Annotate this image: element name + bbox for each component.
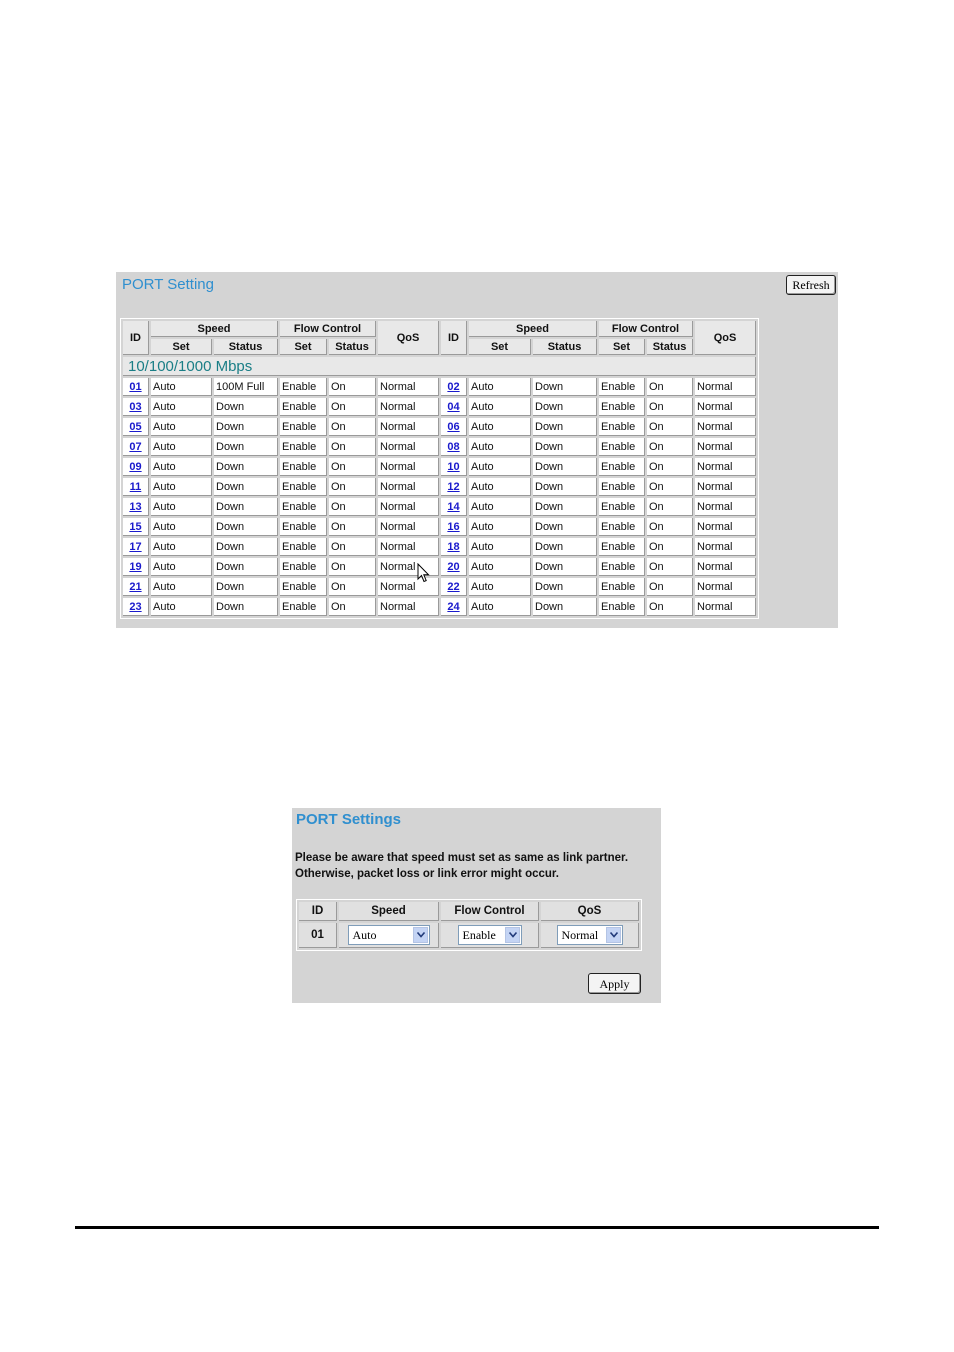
qos-cell: Normal: [695, 518, 756, 536]
port-link-16[interactable]: 16: [447, 520, 460, 533]
note-line-2: Otherwise, packet loss or link error might occur.: [295, 868, 559, 880]
flow-status-cell: On: [647, 498, 693, 516]
port-id-cell: [441, 558, 467, 576]
flow-status-cell: On: [329, 398, 376, 416]
speed-set-cell: Auto: [151, 538, 212, 556]
flow-status-cell: On: [647, 518, 693, 536]
port-id-cell: [123, 418, 149, 436]
port-row: [123, 498, 756, 516]
edit-header-row: [299, 902, 639, 921]
col-header-speed-set: Set: [151, 339, 212, 355]
section-label: 10/100/1000 Mbps: [123, 357, 756, 376]
flow-status-cell: On: [329, 478, 376, 496]
flow-set-cell: Enable: [280, 458, 327, 476]
port-row: [123, 518, 756, 536]
port-link-02[interactable]: 02: [447, 380, 460, 393]
speed-status-cell: Down: [533, 538, 597, 556]
speed-set-cell: Auto: [469, 478, 531, 496]
port-row: [123, 418, 756, 436]
speed-status-cell: Down: [533, 478, 597, 496]
port-edit-table: [296, 899, 642, 951]
header-row-sub: [123, 339, 756, 355]
apply-button[interactable]: Apply: [588, 973, 641, 994]
speed-status-cell: Down: [214, 498, 278, 516]
flow-status-cell: On: [329, 578, 376, 596]
speed-set-cell: Auto: [469, 598, 531, 616]
qos-cell: Normal: [695, 558, 756, 576]
port-id-cell: [123, 438, 149, 456]
flow-status-cell: On: [647, 558, 693, 576]
qos-cell: Normal: [695, 598, 756, 616]
port-link-04[interactable]: 04: [447, 400, 460, 413]
port-id-cell: [441, 398, 467, 416]
port-id-cell: [441, 498, 467, 516]
flow-status-cell: On: [647, 578, 693, 596]
flow-set-cell: Enable: [599, 418, 645, 436]
speed-status-cell: Down: [533, 378, 597, 396]
port-link-18[interactable]: 18: [447, 540, 460, 553]
port-link-15[interactable]: 15: [129, 520, 142, 533]
speed-status-cell: Down: [214, 398, 278, 416]
qos-cell: Normal: [695, 478, 756, 496]
col-header-qos: QoS: [378, 321, 439, 355]
speed-status-cell: 100M Full: [214, 378, 278, 396]
port-id-cell: [123, 518, 149, 536]
flow-set-cell: Enable: [280, 538, 327, 556]
speed-status-cell: Down: [533, 518, 597, 536]
flow-set-cell: Enable: [280, 478, 327, 496]
speed-set-cell: Auto: [151, 558, 212, 576]
port-row: [123, 598, 756, 616]
flow-status-cell: On: [329, 458, 376, 476]
port-id-cell: [441, 378, 467, 396]
col-header-flow-set: Set: [599, 339, 645, 355]
speed-set-cell: Auto: [469, 498, 531, 516]
qos-cell: Normal: [378, 438, 439, 456]
mouse-cursor-icon: [417, 563, 430, 583]
speed-set-cell: Auto: [151, 378, 212, 396]
speed-set-cell: Auto: [151, 518, 212, 536]
header-row-top: [123, 321, 756, 337]
port-setting-title: PORT Setting: [122, 276, 214, 293]
edit-header-speed: Speed: [339, 902, 439, 921]
port-row: [123, 478, 756, 496]
port-id-cell: [123, 498, 149, 516]
port-id-cell: [123, 538, 149, 556]
port-link-10[interactable]: 10: [447, 460, 460, 473]
flow-status-cell: On: [647, 438, 693, 456]
speed-status-cell: Down: [214, 458, 278, 476]
flow-status-cell: On: [647, 458, 693, 476]
flow-control-cell: [441, 923, 539, 948]
flow-set-cell: Enable: [599, 458, 645, 476]
flow-set-cell: Enable: [599, 478, 645, 496]
flow-status-cell: On: [329, 438, 376, 456]
port-id-cell: [123, 458, 149, 476]
speed-set-cell: Auto: [151, 398, 212, 416]
speed-set-cell: Auto: [151, 458, 212, 476]
flow-status-cell: On: [329, 378, 376, 396]
qos-cell: Normal: [695, 498, 756, 516]
chevron-down-icon[interactable]: [606, 927, 621, 943]
flow-set-cell: Enable: [280, 398, 327, 416]
port-row: [123, 398, 756, 416]
speed-status-cell: Down: [533, 498, 597, 516]
port-id-cell: [441, 418, 467, 436]
flow-set-cell: Enable: [599, 558, 645, 576]
port-id-cell: [123, 478, 149, 496]
edit-port-id: 01: [299, 923, 337, 948]
speed-set-cell: Auto: [469, 398, 531, 416]
speed-select-value: Auto: [352, 928, 377, 942]
speed-cell: [339, 923, 439, 948]
edit-header-flow-control: Flow Control: [441, 902, 539, 921]
qos-cell: Normal: [378, 478, 439, 496]
speed-set-cell: Auto: [151, 578, 212, 596]
flow-set-cell: Enable: [599, 518, 645, 536]
flow-set-cell: Enable: [599, 378, 645, 396]
port-settings-panel: [292, 808, 661, 1003]
speed-status-cell: Down: [214, 578, 278, 596]
flow-set-cell: Enable: [280, 558, 327, 576]
speed-status-cell: Down: [214, 418, 278, 436]
speed-set-cell: Auto: [151, 418, 212, 436]
speed-set-cell: Auto: [151, 438, 212, 456]
port-link-09[interactable]: 09: [129, 460, 142, 473]
speed-set-cell: Auto: [469, 538, 531, 556]
edit-value-row: [299, 923, 639, 948]
qos-cell: Normal: [378, 498, 439, 516]
port-id-cell: [441, 518, 467, 536]
flow-set-cell: Enable: [599, 538, 645, 556]
speed-set-cell: Auto: [151, 498, 212, 516]
port-link-11[interactable]: 11: [129, 480, 142, 493]
speed-select[interactable]: [348, 925, 430, 945]
flow-set-cell: Enable: [280, 578, 327, 596]
speed-status-cell: Down: [533, 418, 597, 436]
col-header-flow-control: Flow Control: [280, 321, 376, 337]
flow-status-cell: On: [647, 538, 693, 556]
port-id-cell: [123, 378, 149, 396]
port-id-cell: [441, 458, 467, 476]
flow-status-cell: On: [329, 598, 376, 616]
speed-set-cell: Auto: [151, 598, 212, 616]
port-id-cell: [123, 598, 149, 616]
qos-cell: Normal: [378, 418, 439, 436]
page-footer-rule: [75, 1226, 879, 1229]
speed-set-cell: Auto: [469, 458, 531, 476]
port-link-07[interactable]: 07: [129, 440, 142, 453]
port-id-cell: [441, 538, 467, 556]
flow-status-cell: On: [329, 538, 376, 556]
port-row: [123, 438, 756, 456]
flow-set-cell: Enable: [280, 438, 327, 456]
flow-status-cell: On: [647, 398, 693, 416]
port-link-21[interactable]: 21: [129, 580, 142, 593]
qos-cell: [541, 923, 639, 948]
port-link-24[interactable]: 24: [447, 600, 460, 613]
speed-status-cell: Down: [214, 558, 278, 576]
col-header-qos: QoS: [695, 321, 756, 355]
port-link-13[interactable]: 13: [129, 500, 142, 513]
speed-status-cell: Down: [214, 438, 278, 456]
port-link-05[interactable]: 05: [129, 420, 142, 433]
flow-set-cell: Enable: [599, 578, 645, 596]
speed-set-cell: Auto: [469, 578, 531, 596]
qos-cell: Normal: [695, 458, 756, 476]
port-row: [123, 458, 756, 476]
qos-select-value: Normal: [561, 928, 599, 942]
speed-status-cell: Down: [533, 558, 597, 576]
col-header-speed: Speed: [469, 321, 597, 337]
speed-status-cell: Down: [533, 438, 597, 456]
qos-cell: Normal: [695, 578, 756, 596]
port-link-06[interactable]: 06: [447, 420, 460, 433]
speed-status-cell: Down: [533, 398, 597, 416]
port-link-22[interactable]: 22: [447, 580, 460, 593]
speed-set-cell: Auto: [151, 478, 212, 496]
speed-set-cell: Auto: [469, 378, 531, 396]
qos-cell: Normal: [378, 398, 439, 416]
speed-status-cell: Down: [533, 458, 597, 476]
port-link-23[interactable]: 23: [129, 600, 142, 613]
port-id-cell: [123, 558, 149, 576]
port-id-cell: [441, 578, 467, 596]
port-row: [123, 378, 756, 396]
qos-cell: Normal: [378, 378, 439, 396]
flow-control-select-value: Enable: [462, 928, 496, 942]
port-id-cell: [441, 598, 467, 616]
port-link-19[interactable]: 19: [129, 560, 142, 573]
flow-status-cell: On: [647, 378, 693, 396]
port-id-cell: [123, 578, 149, 596]
note-line-1: Please be aware that speed must set as same as link partner.: [295, 852, 629, 864]
col-header-speed-status: Status: [533, 339, 597, 355]
flow-set-cell: Enable: [599, 498, 645, 516]
flow-status-cell: On: [329, 418, 376, 436]
port-link-17[interactable]: 17: [129, 540, 142, 553]
port-id-cell: [441, 478, 467, 496]
flow-status-cell: On: [329, 518, 376, 536]
speed-set-cell: Auto: [469, 558, 531, 576]
port-settings-title: PORT Settings: [296, 811, 402, 828]
qos-cell: Normal: [378, 578, 439, 596]
edit-header-qos: QoS: [541, 902, 639, 921]
flow-status-cell: On: [647, 598, 693, 616]
qos-select[interactable]: [557, 925, 623, 945]
flow-set-cell: Enable: [599, 598, 645, 616]
qos-cell: Normal: [378, 538, 439, 556]
flow-set-cell: Enable: [599, 398, 645, 416]
refresh-button[interactable]: Refresh: [786, 275, 836, 295]
section-row: [123, 357, 756, 376]
qos-cell: Normal: [378, 518, 439, 536]
speed-warning-note: [295, 850, 628, 882]
port-status-table: [120, 318, 759, 619]
chevron-down-icon[interactable]: [505, 927, 520, 943]
col-header-speed: Speed: [151, 321, 278, 337]
port-link-12[interactable]: 12: [447, 480, 460, 493]
qos-cell: Normal: [695, 438, 756, 456]
speed-set-cell: Auto: [469, 438, 531, 456]
speed-set-cell: Auto: [469, 518, 531, 536]
qos-cell: Normal: [378, 458, 439, 476]
port-id-cell: [123, 398, 149, 416]
col-header-flow-control: Flow Control: [599, 321, 693, 337]
col-header-id: ID: [123, 321, 149, 355]
qos-cell: Normal: [695, 538, 756, 556]
port-row: [123, 538, 756, 556]
qos-cell: Normal: [695, 418, 756, 436]
flow-control-select[interactable]: [458, 925, 522, 945]
qos-cell: Normal: [695, 378, 756, 396]
col-header-flow-set: Set: [280, 339, 327, 355]
port-link-08[interactable]: 08: [447, 440, 460, 453]
flow-set-cell: Enable: [280, 378, 327, 396]
port-link-01[interactable]: 01: [129, 380, 142, 393]
port-link-03[interactable]: 03: [129, 400, 142, 413]
speed-status-cell: Down: [214, 538, 278, 556]
col-header-id: ID: [441, 321, 467, 355]
speed-status-cell: Down: [533, 598, 597, 616]
flow-status-cell: On: [647, 418, 693, 436]
speed-status-cell: Down: [214, 518, 278, 536]
qos-cell: Normal: [378, 558, 439, 576]
qos-cell: Normal: [378, 598, 439, 616]
speed-status-cell: Down: [214, 598, 278, 616]
flow-set-cell: Enable: [280, 518, 327, 536]
flow-set-cell: Enable: [280, 418, 327, 436]
flow-set-cell: Enable: [280, 598, 327, 616]
flow-status-cell: On: [329, 558, 376, 576]
flow-status-cell: On: [329, 498, 376, 516]
edit-header-id: ID: [299, 902, 337, 921]
col-header-flow-status: Status: [329, 339, 376, 355]
col-header-speed-status: Status: [214, 339, 278, 355]
port-row: [123, 578, 756, 596]
speed-status-cell: Down: [533, 578, 597, 596]
chevron-down-icon[interactable]: [413, 927, 428, 943]
port-link-20[interactable]: 20: [447, 560, 460, 573]
flow-set-cell: Enable: [599, 438, 645, 456]
speed-status-cell: Down: [214, 478, 278, 496]
col-header-speed-set: Set: [469, 339, 531, 355]
port-row: [123, 558, 756, 576]
flow-set-cell: Enable: [280, 498, 327, 516]
qos-cell: Normal: [695, 398, 756, 416]
port-link-14[interactable]: 14: [447, 500, 460, 513]
col-header-flow-status: Status: [647, 339, 693, 355]
flow-status-cell: On: [647, 478, 693, 496]
port-setting-panel: [116, 272, 838, 628]
port-id-cell: [441, 438, 467, 456]
speed-set-cell: Auto: [469, 418, 531, 436]
